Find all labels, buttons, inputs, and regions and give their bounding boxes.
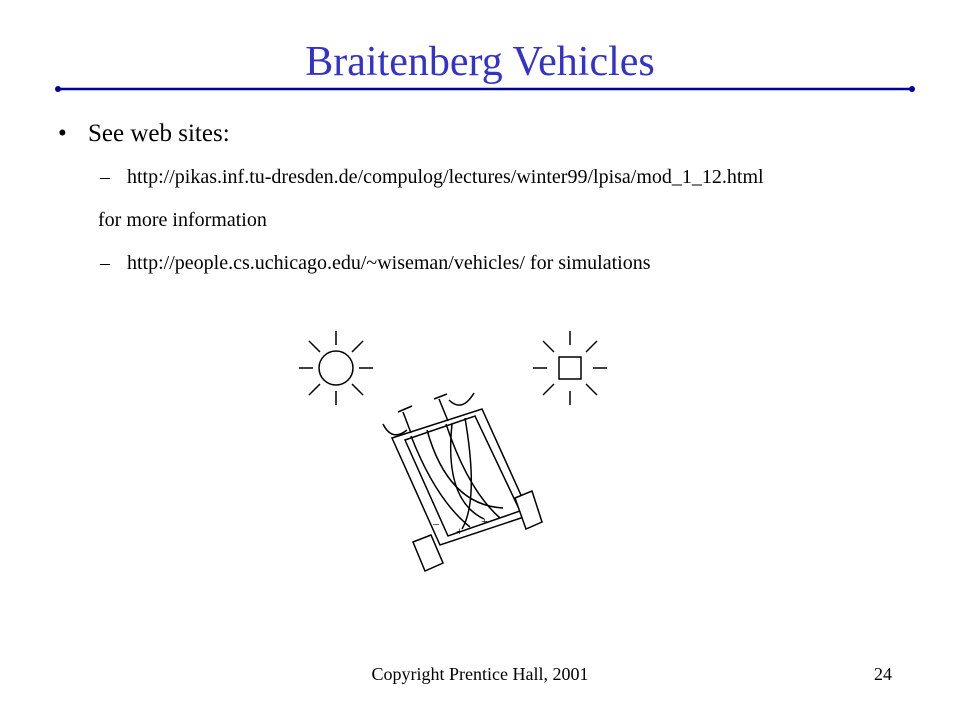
square-light-source-icon [533, 331, 607, 405]
braitenberg-vehicle-diagram [280, 318, 620, 588]
page-number: 24 [874, 664, 892, 684]
sub-bullet-dash: – [100, 166, 110, 188]
footer-copyright: Copyright Prentice Hall, 2001 [371, 664, 589, 684]
wiring-sign-minus: – [433, 516, 439, 530]
link-item-tu-dresden[interactable] [100, 163, 764, 191]
slide-title: Braitenberg Vehicles [305, 39, 655, 85]
sub-bullet-dash: – [100, 252, 110, 274]
round-light-source-icon [299, 331, 373, 405]
bullet-item [58, 118, 230, 150]
wiring-sign-plus-1: + [456, 524, 463, 538]
vehicle-icon [383, 393, 542, 571]
bullet-marker: • [58, 120, 67, 147]
link-text-uchicago[interactable]: http://people.cs.uchicago.edu/~wiseman/vehicles/ for simulations [127, 252, 651, 274]
link-text-tu-dresden[interactable]: http://pikas.inf.tu-dresden.de/compulog/lectures/winter99/lpisa/mod_1_12.html [127, 166, 764, 188]
title-underline-rule [54, 85, 916, 93]
wiring-sign-plus-2: + [481, 514, 488, 528]
link-item-uchicago[interactable] [100, 249, 650, 277]
continuation-text: for more information [98, 209, 267, 231]
bullet-text: See web sites: [88, 120, 230, 147]
